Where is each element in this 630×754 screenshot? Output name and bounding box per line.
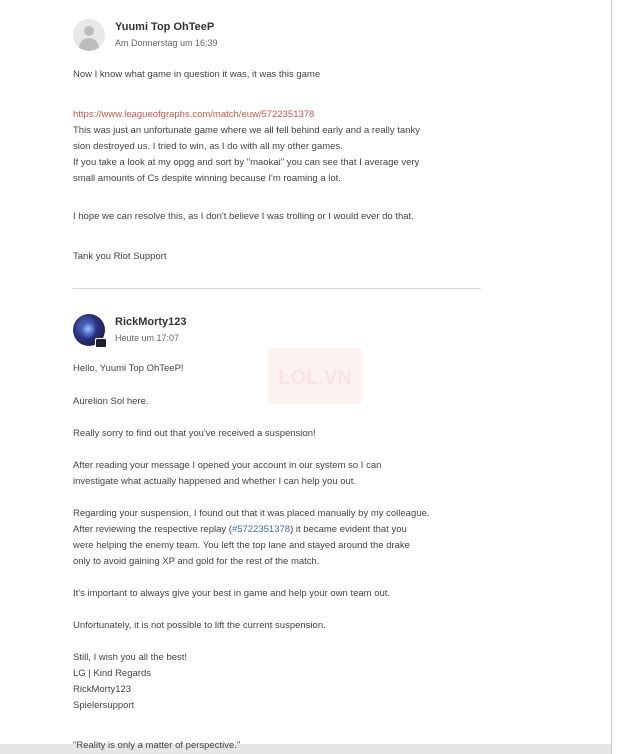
rank-badge-icon (95, 338, 107, 348)
message-text: were helping the enemy team. You left the top lane and stayed around the drake (73, 540, 410, 551)
message-text: Really sorry to find out that you've received a suspension! (73, 428, 316, 439)
message-text: Still, I wish you all the best! (73, 652, 188, 663)
default-avatar-icon[interactable] (73, 19, 105, 51)
message-text: Aurelion Sol here. (73, 396, 149, 407)
message-text-span: After reviewing the respective replay ( (73, 524, 232, 535)
message-yuumi (73, 19, 493, 59)
message-text: investigate what actually happened and whether I can help you out. (73, 476, 357, 487)
post-timestamp: Heute um 17:07 (115, 333, 180, 343)
message-text: Hello, Yuumi Top OhTeeP! (73, 363, 184, 374)
signature-line: LG | Kind Regards (73, 668, 151, 679)
message-text: Unfortunately, it is not possible to lift the current suspension. (73, 620, 326, 631)
author-name[interactable]: Yuumi Top OhTeeP (115, 21, 215, 33)
message-text: only to avoid gaining XP and gold for the rest of the match. (73, 556, 320, 567)
message-text: small amounts of Cs despite winning because I'm roaming a lot. (73, 173, 341, 184)
signature-quote: "Reality is only a matter of perspective." (73, 740, 241, 751)
watermark-logo-icon (268, 348, 362, 404)
message-text: sion destroyed us. I tried to win, as I do with all my other games. (73, 141, 343, 152)
message-text: This was just an unfortunate game where we all fell behind early and a really tanky (73, 125, 420, 136)
message-text (73, 522, 407, 538)
signature-line: RickMorty123 (73, 684, 132, 695)
author-name[interactable]: RickMorty123 (115, 316, 187, 328)
message-text-span: ) it became evident that you (290, 524, 407, 535)
message-text: I hope we can resolve this, as I don't believe I was trolling or I would ever do that. (73, 211, 414, 222)
message-text: It's important to always give your best in game and help your own team out. (73, 588, 391, 599)
post-timestamp: Am Donnerstag um 16:39 (115, 38, 218, 48)
message-text: Now I know what game in question it was, it was this game (73, 69, 321, 80)
svg-text:LOL.VN: LOL.VN (278, 367, 352, 389)
message-header (73, 19, 493, 59)
signature-line: Spielersupport (73, 700, 135, 711)
message-text: Tank you Riot Support (73, 251, 167, 262)
message-text: After reading your message I opened your account in our system so I can (73, 460, 382, 471)
replay-reference-link[interactable]: #5722351378 (231, 524, 291, 535)
page-border (611, 0, 612, 754)
message-text: If you take a look at my opgg and sort by "maokai" you can see that I average very (73, 157, 420, 168)
match-link[interactable]: https://www.leagueofgraphs.com/match/euw/5722351378 (73, 109, 315, 120)
message-text: Regarding your suspension, I found out that it was placed manually by my colleague. (73, 508, 430, 519)
message-divider (73, 288, 481, 289)
